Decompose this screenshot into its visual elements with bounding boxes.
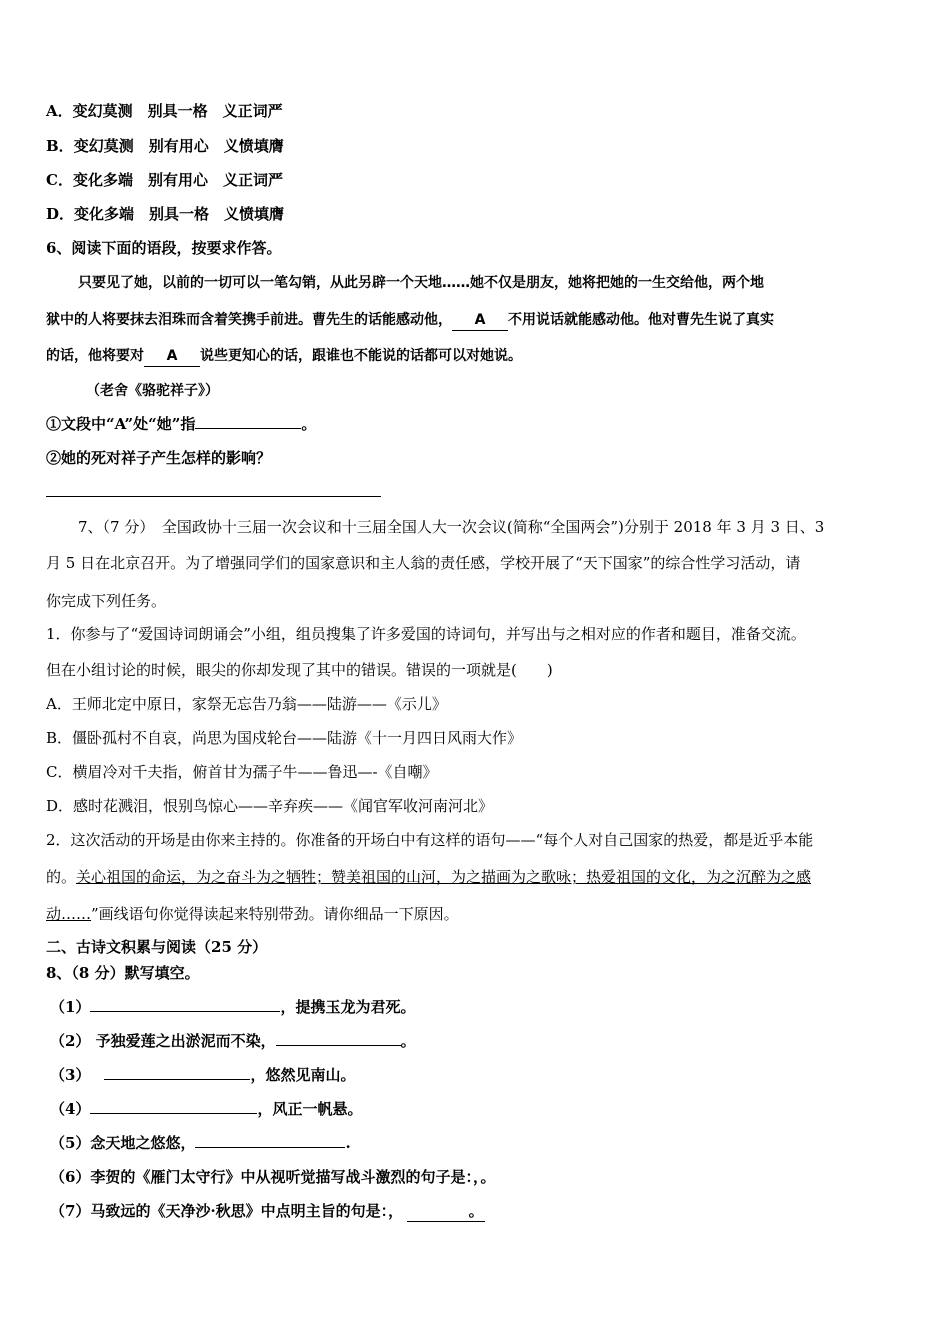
option-a: A．变幻莫测 别具一格 义正词严: [46, 102, 283, 120]
q6-passage-line2: 狱中的人将要抹去泪珠而含着笑携手前进。曹先生的话能感动他， A 不用说话就能感动他。他对曹先生说了真实: [46, 310, 774, 331]
q8-item-6: （6）李贺的《雁门太守行》中从视听觉描写战斗激烈的句子是：，。: [50, 1168, 496, 1186]
q8-blank-4[interactable]: [90, 1099, 257, 1114]
q6-mark-a: A: [452, 310, 508, 331]
q6-passage-line3: 的话，他将要对 A 说些更知心的话，跟谁也不能说的话都可以对她说。: [46, 346, 522, 367]
q6-source: （老舍《骆驼祥子》）: [86, 383, 219, 399]
q7-choice-b: B．僵卧孤村不自哀，尚思为国戍轮台——陆游《十一月四日风雨大作》: [46, 729, 523, 747]
q7-choice-c: C．横眉冷对千夫指，俯首甘为孺子牛——鲁迅—-《自嘲》: [46, 763, 438, 781]
option-c: C．变化多端 别有用心 义正词严: [46, 171, 283, 189]
q8-item-5: （5）念天地之悠悠， .: [50, 1134, 351, 1152]
q8-blank-7[interactable]: 。: [407, 1201, 485, 1222]
q7-underlined-sentence-end: 动……: [46, 905, 92, 923]
q7-task2-line3: 动……”画线语句你觉得读起来特别带劲。请你细品一下原因。: [46, 905, 459, 923]
q7-choice-a: A．王师北定中原日，家祭无忘告乃翁——陆游——《示儿》: [46, 695, 447, 713]
q8-item-2: （2） 予独爱莲之出淤泥而不染， 。: [50, 1032, 416, 1050]
q7-intro-line2: 月 5 日在北京召开。为了增强同学们的国家意识和主人翁的责任感，学校开展了“天下国家”的综合性学习活动，请: [46, 554, 801, 572]
q7-intro-line1: 7、（7 分） 全国政协十三届一次会议和十三届全国人大一次会议(简称“全国两会”)分别于 2018 年 3 月 3 日、3: [78, 518, 825, 536]
option-d: D．变化多端 别具一格 义愤填膺: [46, 205, 285, 223]
section-2-title: 二、古诗文积累与阅读（25 分）: [46, 938, 268, 956]
q8-title: 8、（8 分）默写填空。: [46, 964, 200, 982]
q6-sub1-blank: [195, 414, 301, 429]
q6-mark-a-2: A: [144, 346, 200, 367]
q7-task2-line1: 2．这次活动的开场是由你来主持的。你准备的开场白中有这样的语句——“每个人对自己国家的热爱，都是近乎本能: [46, 831, 814, 849]
q7-underlined-sentence: 关心祖国的命运，为之奋斗为之牺牲；赞美祖国的山河，为之描画为之歌咏；热爱祖国的文化，为之沉醉为之感: [76, 868, 812, 886]
q8-item-7: （7）马致远的《天净沙·秋思》中点明主旨的句是：， 。: [50, 1202, 484, 1220]
option-b: B．变幻莫测 别有用心 义愤填膺: [46, 137, 284, 155]
q6-passage-line1: 只要见了她，以前的一切可以一笔勾销，从此另辟一个天地……她不仅是朋友，她将把她的一生交给他，两个地: [78, 275, 764, 291]
q6-sub1: ①文段中“A”处“她”指 。: [46, 415, 317, 433]
q7-task2-line2: 的。关心祖国的命运，为之奋斗为之牺牲；赞美祖国的山河，为之描画为之歌咏；热爱祖国的文化，为之沉醉为之感: [46, 868, 812, 886]
q8-blank-3[interactable]: [104, 1065, 250, 1080]
q8-item-1: （1） ，提携玉龙为君死。: [50, 998, 416, 1016]
q8-blank-5[interactable]: [195, 1133, 345, 1148]
q8-item-3: （3） ，悠然见南山。: [50, 1066, 356, 1084]
q7-intro-line3: 你完成下列任务。: [46, 592, 167, 610]
q6-sub2: ②她的死对祥子产生怎样的影响？: [46, 449, 272, 467]
q8-blank-2[interactable]: [276, 1031, 401, 1046]
q7-task1-line1: 1．你参与了“爱国诗词朗诵会”小组，组员搜集了许多爱国的诗词句，并写出与之相对应的作者和题目，准备交流。: [46, 625, 806, 643]
q6-title: 6、阅读下面的语段，按要求作答。: [46, 239, 282, 257]
q7-task1-line2: 但在小组讨论的时候，眼尖的你却发现了其中的错误。错误的一项就是( ): [46, 661, 553, 679]
q8-item-4: （4） ，风正一帆悬。: [50, 1100, 363, 1118]
q6-answer-line[interactable]: [46, 496, 381, 497]
q7-choice-d: D．感时花溅泪，恨别鸟惊心——辛弃疾——《闻官军收河南河北》: [46, 797, 494, 815]
q8-blank-1[interactable]: [90, 997, 280, 1012]
